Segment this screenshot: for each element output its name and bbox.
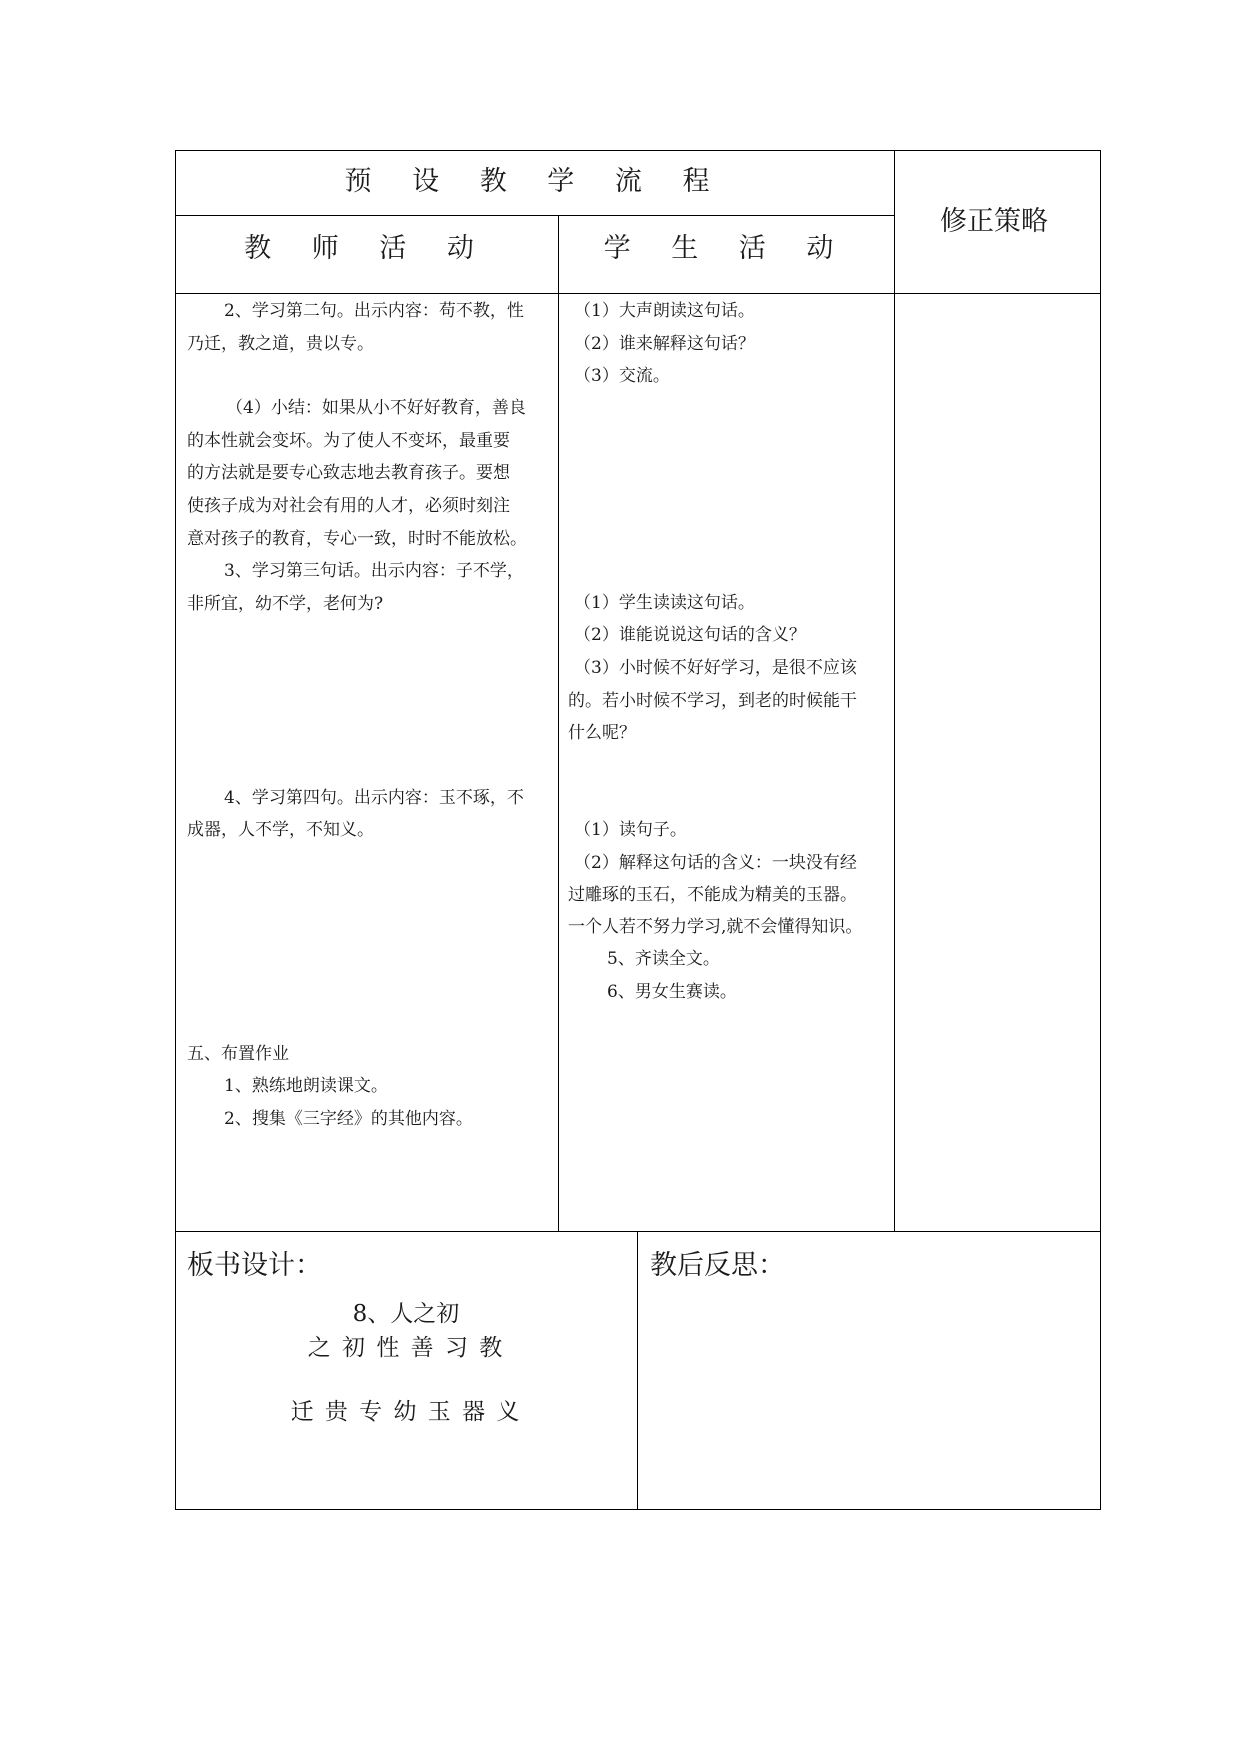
flow-title: 预 设 教 学 流 程 (344, 166, 726, 197)
teacher-line: （4）小结：如果从小不好好教育，善良 (226, 398, 526, 418)
student-line: 6、男女生赛读。 (607, 982, 737, 1002)
teacher-line: 2、学习第二句。出示内容：苟不教，性 (224, 301, 524, 321)
student-line: 什么呢？ (568, 723, 636, 743)
teacher-line: 的方法就是要专心致志地去教育孩子。要想 (187, 463, 510, 483)
teacher-student-divider (558, 215, 559, 1232)
student-line: （2）谁能说说这句话的含义？ (574, 625, 806, 645)
student-line: （1）大声朗读这句话。 (574, 301, 755, 321)
student-activity-header: 学 生 活 动 (603, 233, 850, 264)
table-top-border (175, 150, 1101, 151)
board-reflection-divider (637, 1231, 638, 1510)
board-row-2: 迁 贵 专 幼 玉 器 义 (290, 1399, 522, 1425)
teacher-line: 成器，人不学，不知义。 (187, 820, 374, 840)
teacher-activity-header: 教 师 活 动 (244, 233, 490, 264)
teacher-line: 意对孩子的教育，专心一致，时时不能放松。 (187, 529, 527, 549)
flow-title-divider (175, 215, 895, 216)
table-bottom-border (175, 1509, 1101, 1510)
homework-heading: 五、布置作业 (187, 1044, 289, 1064)
teacher-line: 1、熟练地朗读课文。 (224, 1076, 388, 1096)
post-class-reflection-label: 教后反思： (650, 1250, 785, 1281)
header-bottom-border (175, 293, 1101, 294)
student-line: （3）小时候不好好学习，是很不应该 (574, 658, 857, 678)
student-line: （2）谁来解释这句话？ (574, 334, 755, 354)
board-title: 8、人之初 (352, 1301, 460, 1327)
student-line: 的。若小时候不学习，到老的时候能干 (568, 691, 857, 711)
student-line: 过雕琢的玉石，不能成为精美的玉器。 (568, 885, 857, 905)
student-line: 5、齐读全文。 (607, 949, 720, 969)
teacher-line: 非所宜，幼不学，老何为? (187, 594, 384, 614)
student-line: （3）交流。 (574, 366, 670, 386)
table-right-border (1100, 150, 1101, 1510)
teacher-line: 使孩子成为对社会有用的人才，必须时刻注 (187, 496, 510, 516)
student-line: （1）读句子。 (574, 820, 687, 840)
teacher-line: 乃迁，教之道，贵以专。 (187, 334, 374, 354)
student-line: （2）解释这句话的含义：一块没有经 (574, 853, 857, 873)
teacher-line: 3、学习第三句话。出示内容：子不学， (224, 561, 524, 581)
student-line: （1）学生读读这句话。 (574, 593, 755, 613)
teacher-line: 4、学习第四句。出示内容：玉不琢，不 (224, 788, 524, 808)
teacher-line: 2、搜集《三字经》的其他内容。 (224, 1109, 473, 1129)
body-bottom-border (175, 1231, 1101, 1232)
board-design-label: 板书设计： (187, 1250, 322, 1281)
strategy-column-divider (894, 150, 895, 1232)
revision-strategy-header: 修正策略 (940, 206, 1048, 237)
student-line: 一个人若不努力学习,就不会懂得知识。 (568, 917, 863, 937)
teacher-line: 的本性就会变坏。为了使人不变坏，最重要 (187, 431, 510, 451)
board-row-1: 之 初 性 善 习 教 (307, 1335, 505, 1361)
